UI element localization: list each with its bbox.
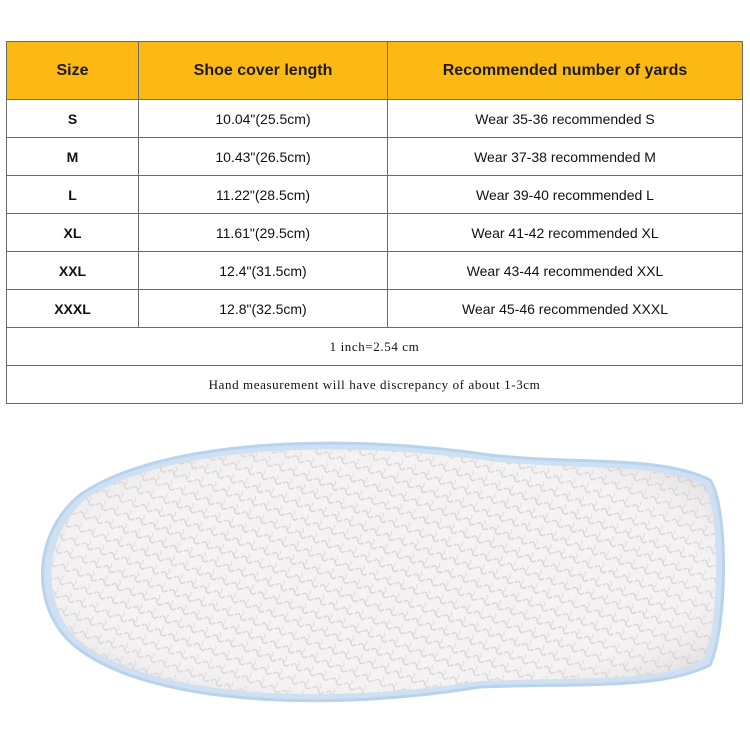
header-shoe-cover-length: Shoe cover length [139,42,388,100]
header-row [7,42,743,100]
header-recommended-yards: Recommended number of yards [388,42,743,100]
discrepancy-note-row [7,366,743,404]
size-cell: L [7,176,139,214]
table-row [7,214,743,252]
conversion-note: 1 inch=2.54 cm [7,328,743,366]
length-cell: 12.4"(31.5cm) [139,252,388,290]
header-size: Size [7,42,139,100]
recommend-cell: Wear 43-44 recommended XXL [388,252,743,290]
size-cell: XL [7,214,139,252]
recommend-cell: Wear 37-38 recommended M [388,138,743,176]
length-cell: 11.61"(29.5cm) [139,214,388,252]
recommend-cell: Wear 39-40 recommended L [388,176,743,214]
size-chart-table [6,41,743,404]
discrepancy-note: Hand measurement will have discrepancy of about 1-3cm [7,366,743,404]
length-cell: 12.8"(32.5cm) [139,290,388,328]
length-cell: 10.04"(25.5cm) [139,100,388,138]
table-row [7,138,743,176]
recommend-cell: Wear 35-36 recommended S [388,100,743,138]
table-row [7,252,743,290]
table-row [7,290,743,328]
size-cell: S [7,100,139,138]
shoe-sole-illustration [20,425,730,715]
shoe-cover-sole-image [20,425,730,715]
recommend-cell: Wear 45-46 recommended XXXL [388,290,743,328]
size-cell: XXL [7,252,139,290]
recommend-cell: Wear 41-42 recommended XL [388,214,743,252]
length-cell: 10.43"(26.5cm) [139,138,388,176]
table-row [7,100,743,138]
table-row [7,176,743,214]
size-cell: M [7,138,139,176]
conversion-note-row [7,328,743,366]
size-cell: XXXL [7,290,139,328]
length-cell: 11.22"(28.5cm) [139,176,388,214]
